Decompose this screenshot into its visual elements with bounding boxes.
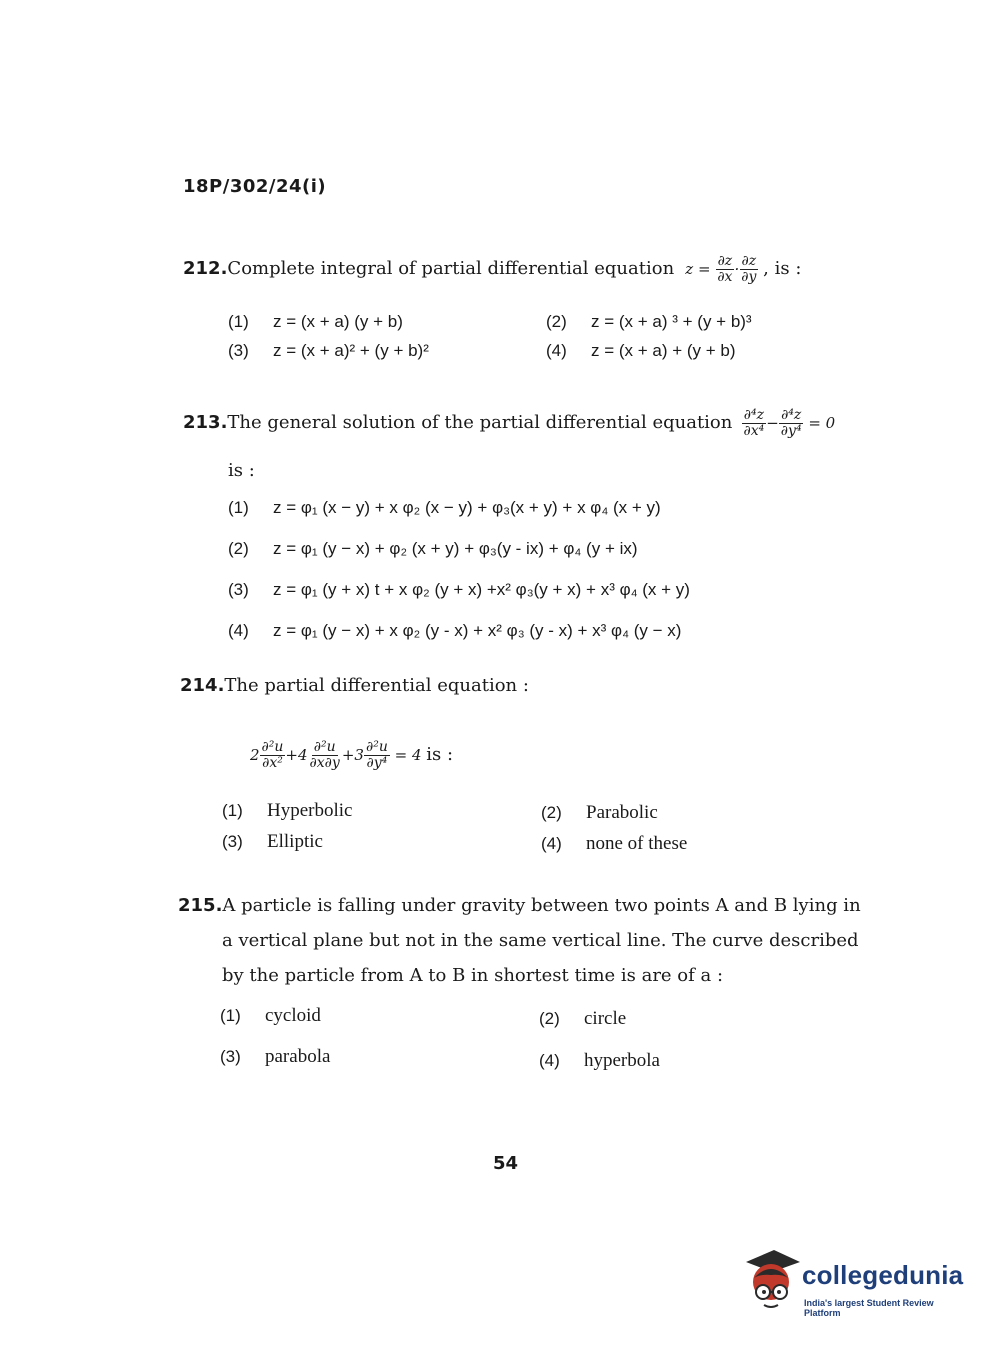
option-number: (3) xyxy=(228,341,249,360)
question-number: 213. xyxy=(183,411,228,433)
option[interactable] xyxy=(228,341,429,361)
option-text: z = φ₁ (y − x) + x φ₂ (y - x) + x² φ₃ (y - x) + x³ φ₄ (y − x) xyxy=(273,621,682,640)
option-number: (4) xyxy=(539,1051,560,1070)
fraction-numerator: ∂⁴z xyxy=(743,407,764,423)
option[interactable] xyxy=(228,498,661,518)
fraction-denominator: ∂y⁴ xyxy=(780,423,802,440)
option-number: (2) xyxy=(541,803,562,822)
option[interactable] xyxy=(546,341,736,361)
fraction xyxy=(364,740,390,772)
option-text: z = φ₁ (y + x) t + x φ₂ (y + x) +x² φ₃(y + x) + x³ φ₄ (x + y) xyxy=(273,580,690,599)
option-number: (1) xyxy=(220,1006,241,1025)
option-text: none of these xyxy=(586,833,688,854)
option-number: (1) xyxy=(228,312,249,331)
question-suffix: , is : xyxy=(763,257,802,279)
option-number: (4) xyxy=(541,834,562,853)
fraction xyxy=(779,408,804,440)
option[interactable] xyxy=(228,312,403,332)
option-text: parabola xyxy=(265,1046,331,1067)
fraction xyxy=(715,254,734,286)
option-number: (2) xyxy=(546,312,567,331)
equation-rhs: = 4 xyxy=(394,745,422,764)
equation-rhs: = 0 xyxy=(808,413,836,432)
option[interactable] xyxy=(228,580,690,600)
fraction-numerator: ∂z xyxy=(741,253,757,269)
option-text: Elliptic xyxy=(267,831,323,852)
question-number: 215. xyxy=(178,895,223,916)
option-text: cycloid xyxy=(265,1005,321,1026)
option[interactable] xyxy=(220,1005,321,1027)
option-number: (2) xyxy=(539,1009,560,1028)
fraction-denominator: ∂y xyxy=(741,269,757,286)
option-text: z = (x + a)² + (y + b)² xyxy=(273,341,429,360)
minus-operator: − xyxy=(766,413,779,432)
question-text: The partial differential equation : xyxy=(224,675,529,696)
option-text: z = (x + a) ³ + (y + b)³ xyxy=(591,312,752,331)
question-text: The general solution of the partial differential equation xyxy=(227,411,733,433)
coefficient: 2 xyxy=(250,745,260,764)
option[interactable] xyxy=(228,621,681,641)
option-number: (3) xyxy=(222,832,243,851)
fraction-denominator: ∂x∂y xyxy=(309,755,340,772)
question-215 xyxy=(178,895,861,916)
equation xyxy=(685,253,763,286)
question-text: Complete integral of partial differential equation xyxy=(227,257,675,279)
question-text-line: A particle is falling under gravity between two points A and B lying in xyxy=(222,895,861,916)
question-suffix: is : xyxy=(228,460,255,481)
option-number: (1) xyxy=(228,498,249,517)
option-number: (3) xyxy=(228,580,249,599)
option-text: z = φ₁ (x − y) + x φ₂ (x − y) + φ₃(x + y) + x φ₄ (x + y) xyxy=(273,498,661,517)
option[interactable] xyxy=(222,800,352,822)
equation xyxy=(741,407,836,440)
fraction-denominator: ∂y⁴ xyxy=(366,755,388,772)
mascot-icon xyxy=(742,1248,800,1318)
fraction-numerator: ∂²u xyxy=(365,739,388,755)
option[interactable] xyxy=(541,802,658,824)
fraction xyxy=(260,740,286,772)
page-number: 54 xyxy=(493,1153,519,1174)
fraction-denominator: ∂x⁴ xyxy=(743,423,765,440)
dot-operator: · xyxy=(734,259,740,278)
collegedunia-logo[interactable] xyxy=(742,1248,972,1318)
option-number: (4) xyxy=(546,341,567,360)
option-text: z = (x + a) (y + b) xyxy=(273,312,403,331)
question-212 xyxy=(183,254,823,286)
option-text: Parabolic xyxy=(586,802,658,823)
option-number: (1) xyxy=(222,801,243,820)
fraction-denominator: ∂x² xyxy=(262,755,283,772)
option-text: hyperbola xyxy=(584,1050,660,1071)
question-text-line: by the particle from A to B in shortest time is are of a : xyxy=(222,965,724,986)
equation-lhs: z = xyxy=(685,259,711,278)
option-number: (3) xyxy=(220,1047,241,1066)
equation xyxy=(250,740,453,772)
question-213 xyxy=(183,408,863,440)
question-text-line: a vertical plane but not in the same vertical line. The curve described xyxy=(222,930,859,951)
option[interactable] xyxy=(539,1050,660,1072)
brand-name: collegedunia xyxy=(802,1260,964,1290)
fraction-numerator: ∂²u xyxy=(313,739,336,755)
fraction-numerator: ∂z xyxy=(717,253,733,269)
option[interactable] xyxy=(546,312,752,332)
paper-code: 18P/302/24(i) xyxy=(183,176,327,197)
option-number: (4) xyxy=(228,621,249,640)
option-text: z = φ₁ (y − x) + φ₂ (x + y) + φ₃(y - ix) + φ₄ (y + ix) xyxy=(273,539,638,558)
question-number: 212. xyxy=(183,257,228,279)
option[interactable] xyxy=(220,1046,330,1068)
fraction-numerator: ∂⁴z xyxy=(781,407,802,423)
coefficient: +4 xyxy=(285,745,308,764)
option[interactable] xyxy=(222,831,323,853)
question-number: 214. xyxy=(180,675,225,696)
option-text: Hyperbolic xyxy=(267,800,353,821)
coefficient: +3 xyxy=(341,745,364,764)
option-text: circle xyxy=(584,1008,627,1029)
option[interactable] xyxy=(539,1008,626,1030)
brand-tagline: India's largest Student Review Platform xyxy=(804,1298,934,1318)
fraction-numerator: ∂²u xyxy=(261,739,284,755)
fraction xyxy=(741,408,766,440)
option-text: z = (x + a) + (y + b) xyxy=(591,341,736,360)
option[interactable] xyxy=(228,539,638,559)
fraction xyxy=(308,740,342,772)
question-214 xyxy=(180,675,529,696)
fraction xyxy=(739,254,758,286)
fraction-denominator: ∂x xyxy=(717,269,733,286)
option[interactable] xyxy=(541,833,687,855)
question-suffix: is : xyxy=(426,743,454,765)
option-number: (2) xyxy=(228,539,249,558)
